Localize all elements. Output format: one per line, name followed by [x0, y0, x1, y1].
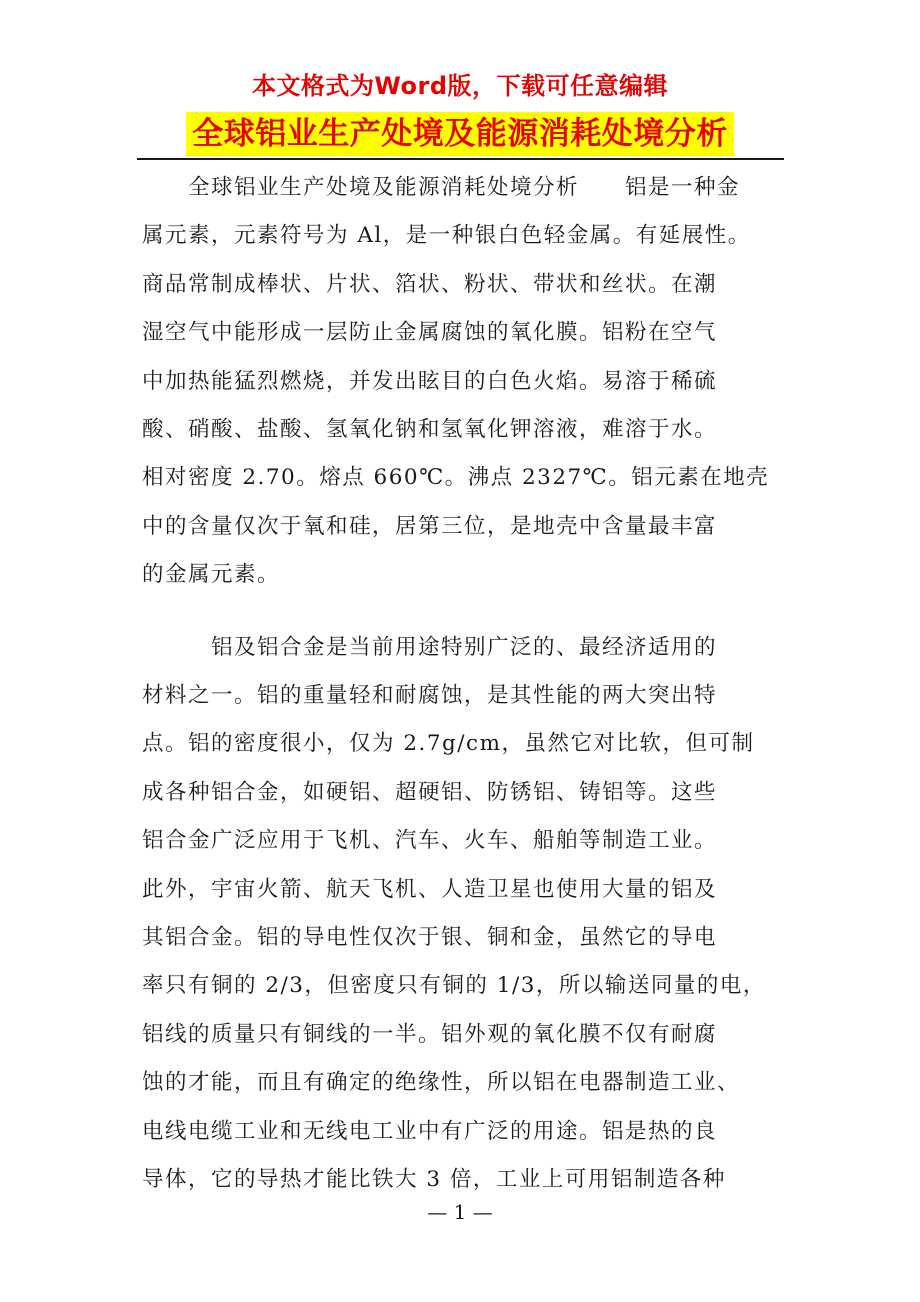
text-line: 属元素，元素符号为 Al，是一种银白色轻金属。有延展性。 [142, 223, 751, 249]
text-line: 铝线的质量只有铜线的一半。铝外观的氧化膜不仅有耐腐 [142, 1021, 718, 1047]
title-container [0, 112, 920, 156]
text-line: 成各种铝合金，如硬铝、超硬铝、防锈铝、铸铝等。这些 [142, 779, 718, 805]
paragraph-gap [142, 600, 794, 624]
text-line: 其铝合金。铝的导电性仅次于银、铜和金，虽然它的导电 [142, 925, 718, 951]
text-line: 电线电缆工业和无线电工业中有广泛的用途。铝是热的良 [142, 1118, 718, 1144]
title-underline [137, 158, 784, 160]
format-notice: 本文格式为Word版，下载可任意编辑 [251, 72, 669, 100]
text-line: 率只有铜的 2/3，但密度只有铜的 1/3，所以输送同量的电， [142, 973, 766, 999]
text-line: 湿空气中能形成一层防止金属腐蚀的氧化膜。铝粉在空气 [142, 320, 718, 346]
text-line: 商品常制成棒状、片状、箔状、粉状、带状和丝状。在潮 [142, 271, 718, 297]
text-line: 酸、硝酸、盐酸、氢氧化钠和氢氧化钾溶液，难溶于水。 [142, 416, 718, 442]
text-line: 导体，它的导热才能比铁大 3 倍，工业上可用铝制造各种 [142, 1167, 726, 1192]
text-line: 铝及铝合金是当前用途特别广泛的、最经济适用的 [142, 634, 718, 660]
body-text [142, 164, 794, 1204]
text-line: 的金属元素。 [142, 562, 281, 588]
text-line: 相对密度 2.70。熔点 660℃。沸点 2327℃。铝元素在地壳 [142, 465, 770, 491]
text-line: 材料之一。铝的重量轻和耐腐蚀，是其性能的两大突出特 [142, 683, 718, 709]
text-line: 点。铝的密度很小，仅为 2.7g/cm，虽然它对比软，但可制 [142, 731, 755, 757]
text-line: 全球铝业生产处境及能源消耗处境分析 铝是一种金 [142, 175, 741, 200]
text-line: 铝合金广泛应用于飞机、汽车、火车、船舶等制造工业。 [142, 828, 718, 854]
text-line: 蚀的才能，而且有确定的绝缘性，所以铝在电器制造工业、 [142, 1070, 741, 1096]
text-line: 中的含量仅次于氧和硅，居第三位，是地壳中含量最丰富 [142, 513, 718, 539]
text-line: 中加热能猛烈燃烧，并发出眩目的白色火焰。易溶于稀硫 [142, 368, 718, 394]
text-line: 此外，宇宙火箭、航天飞机、人造卫星也使用大量的铝及 [142, 876, 718, 902]
document-title: 全球铝业生产处境及能源消耗处境分析 [186, 112, 734, 156]
page-number: — 1 — [427, 1200, 493, 1224]
